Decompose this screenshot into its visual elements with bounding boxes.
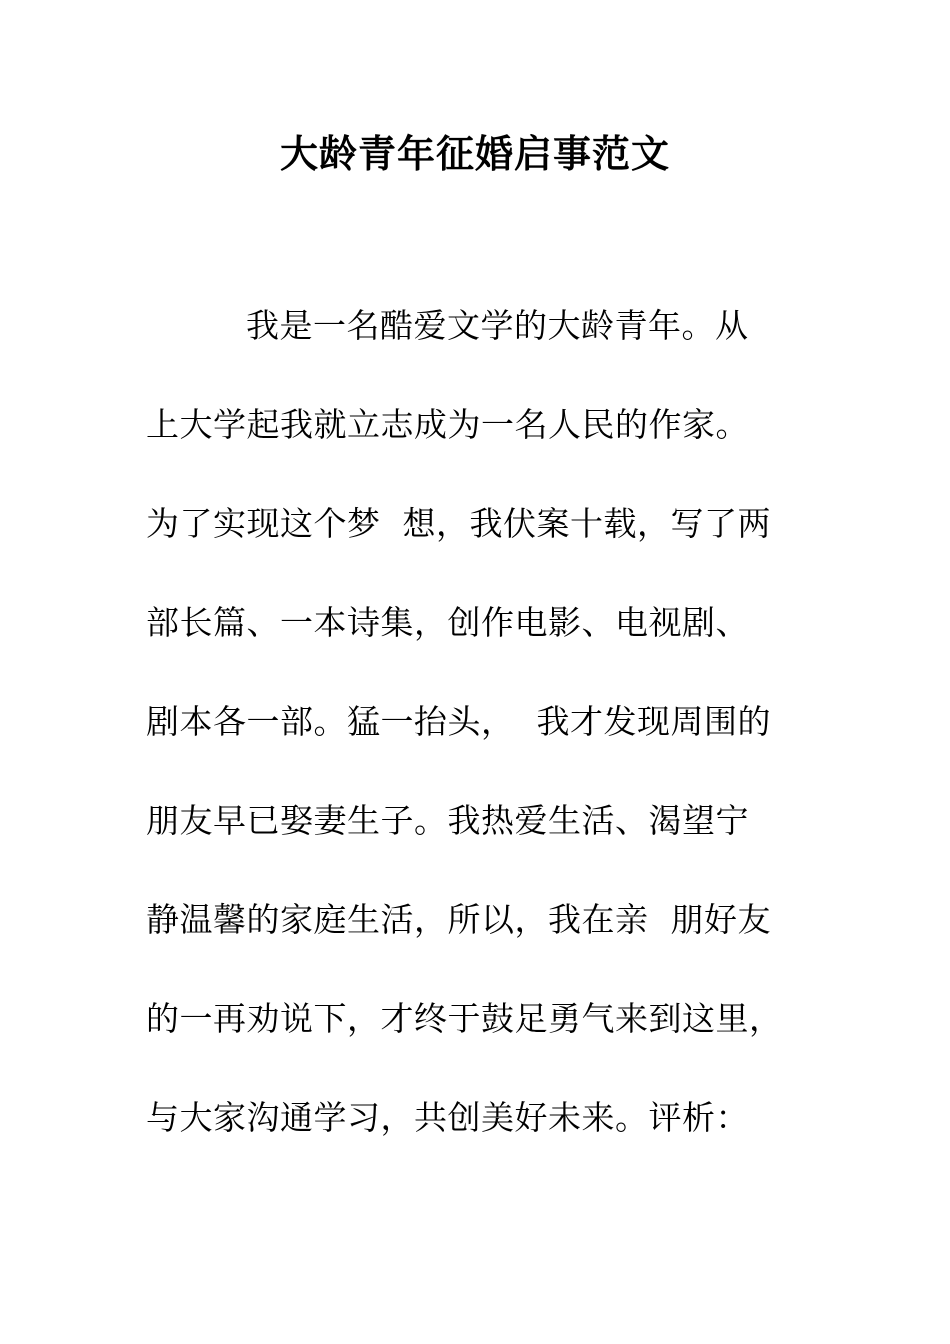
body-line: 剧本各一部。猛一抬头， 我才发现周围的 bbox=[146, 702, 771, 741]
body-line: 为了实现这个梦 想，我伏案十载，写了两 bbox=[146, 504, 771, 543]
body-line: 静温馨的家庭生活，所以，我在亲 朋好友 bbox=[146, 900, 771, 939]
document-body bbox=[146, 300, 806, 1191]
document-title: 大龄青年征婚启事范文 bbox=[279, 131, 670, 176]
body-line: 与大家沟通学习，共创美好未来。评析： bbox=[146, 1098, 749, 1137]
body-line: 我是一名酷爱文学的大龄青年。从 bbox=[246, 306, 749, 345]
body-line: 朋友早已娶妻生子。我热爱生活、渴望宁 bbox=[146, 801, 749, 840]
body-line: 的一再劝说下，才终于鼓足勇气来到这里， bbox=[146, 999, 783, 1038]
body-line: 上大学起我就立志成为一名人民的作家。 bbox=[146, 405, 749, 444]
body-line: 部长篇、一本诗集，创作电影、电视剧、 bbox=[146, 603, 749, 642]
